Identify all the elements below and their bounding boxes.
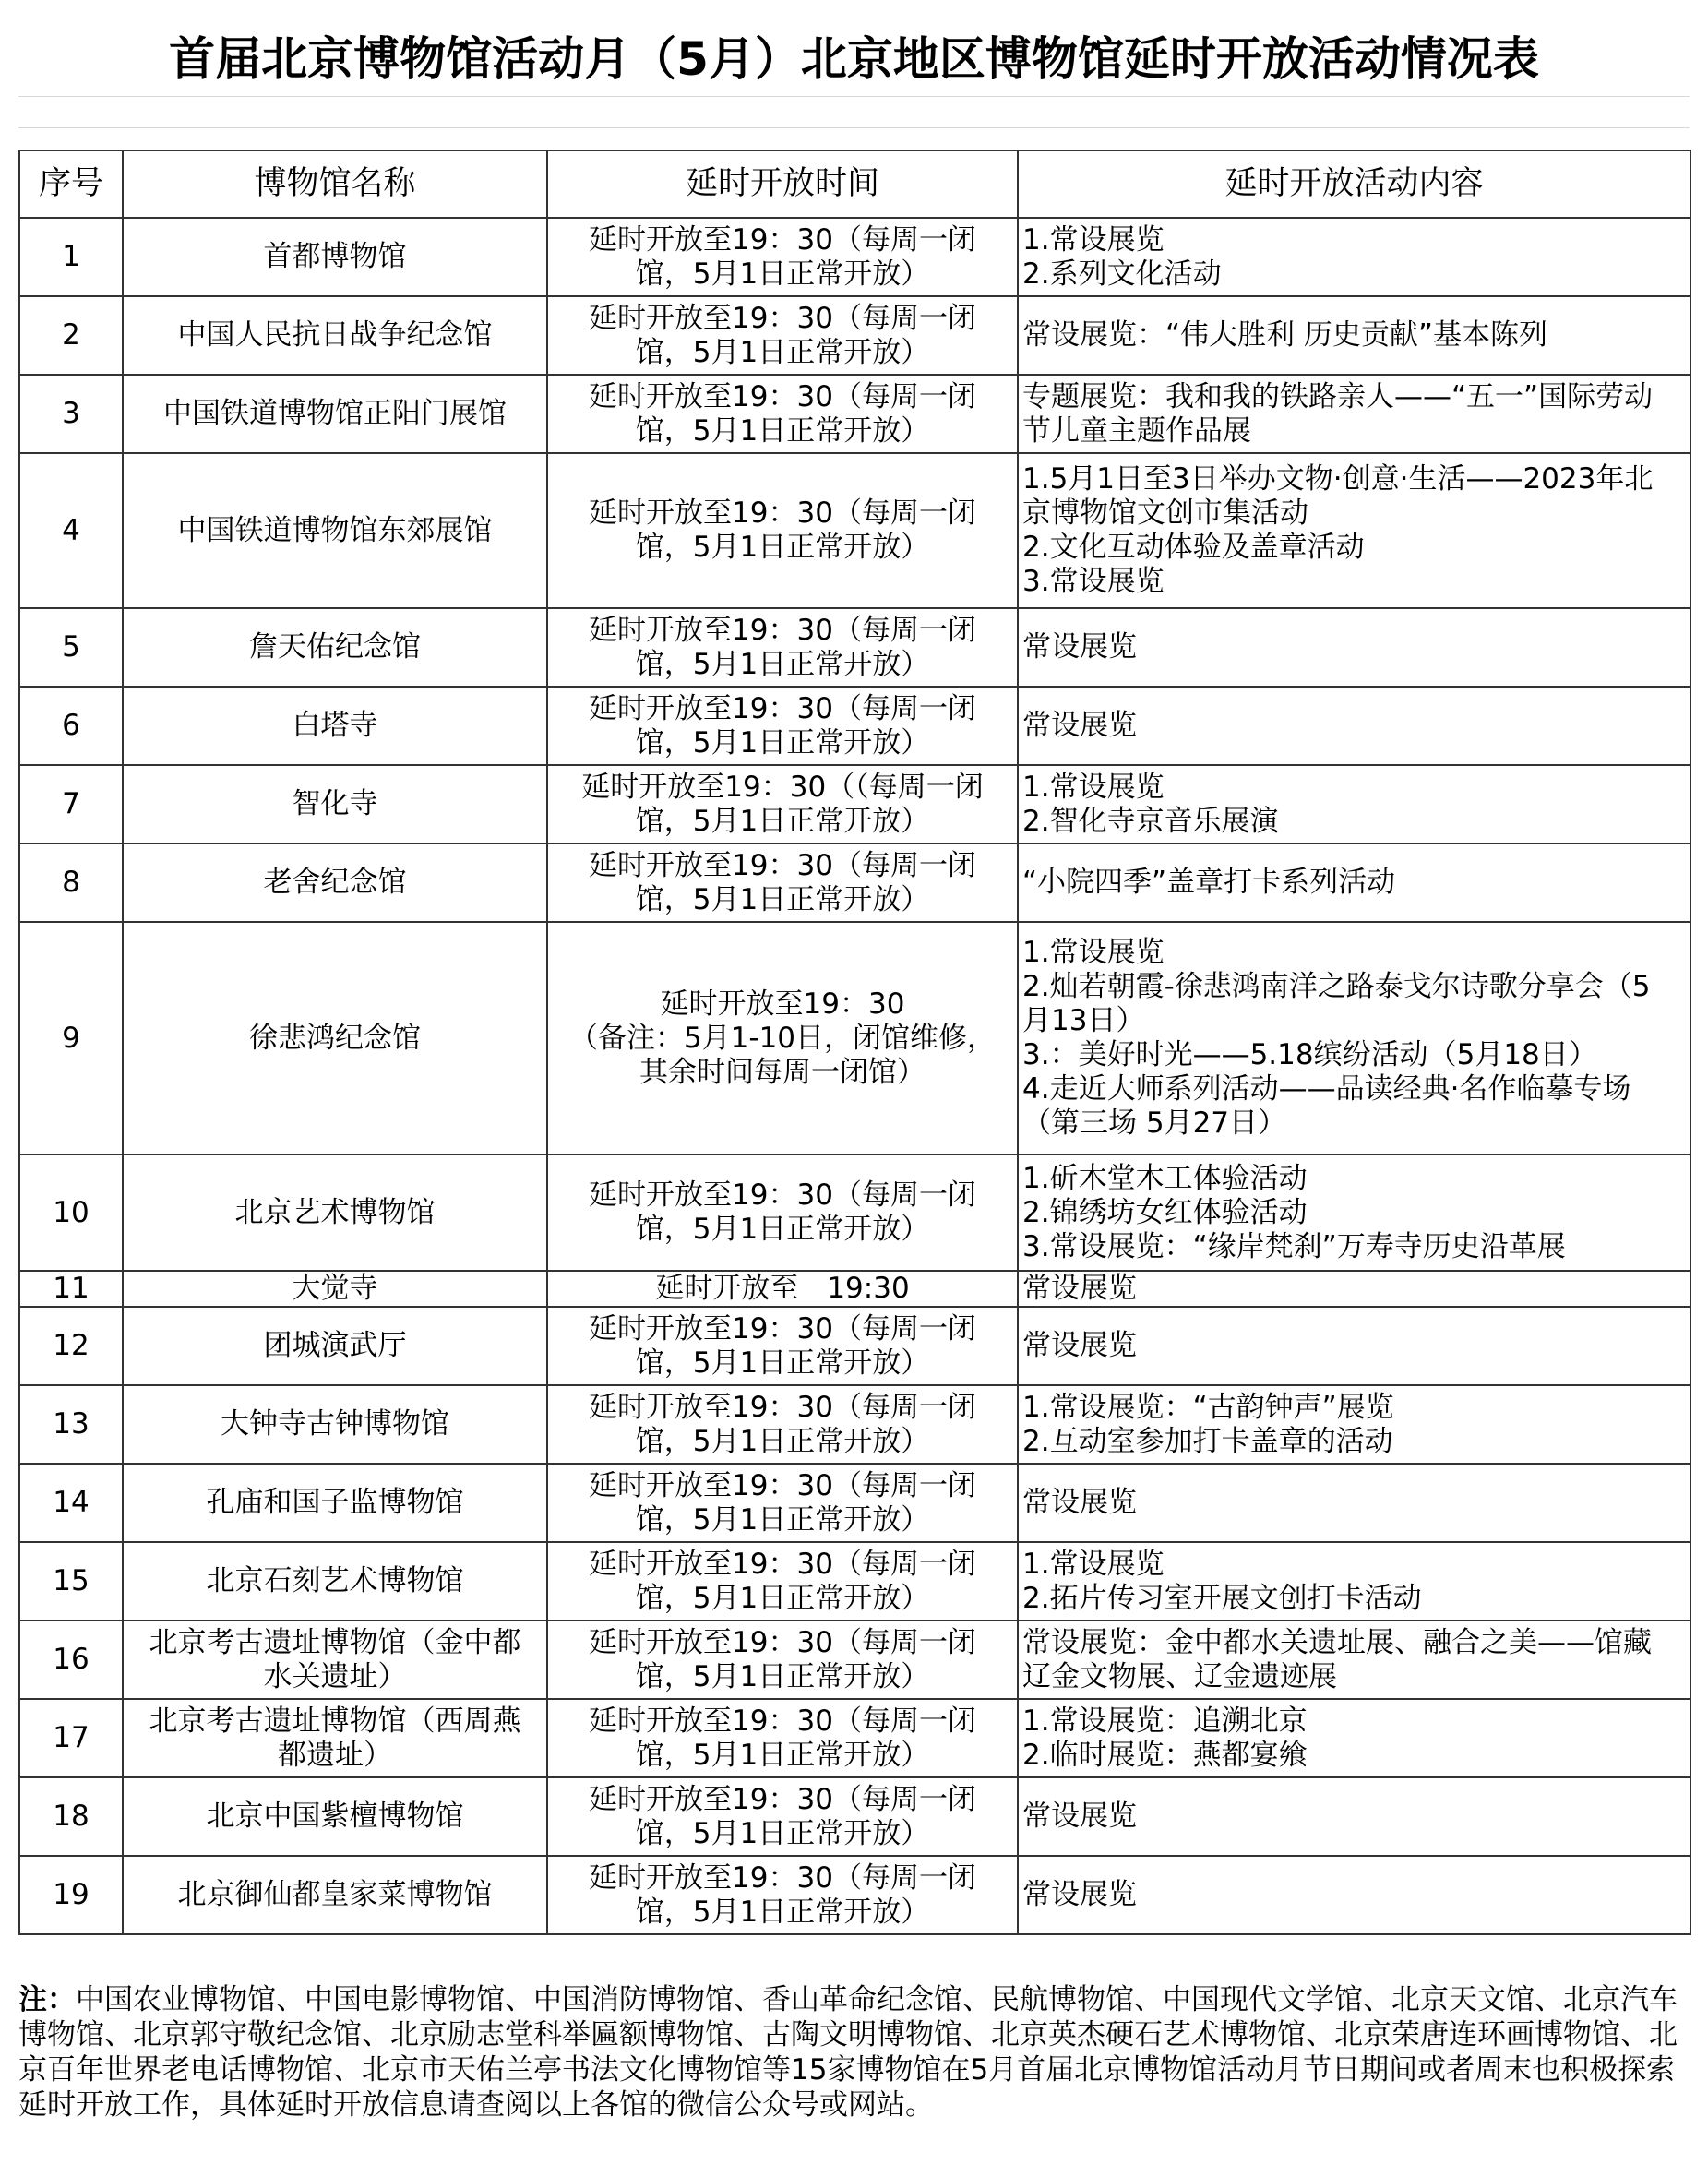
extended-time — [547, 1856, 1018, 1934]
extended-time-line: 延时开放至19：30（（每周一闭 — [581, 770, 984, 804]
activity-content — [1018, 1777, 1690, 1856]
table-row — [19, 1154, 1690, 1271]
activity-content-line: 京博物馆文创市集活动 — [1022, 496, 1308, 530]
museum-name — [123, 1621, 547, 1699]
extended-time-line: 延时开放至19：30（每周一闭 — [589, 379, 976, 413]
table-header — [19, 150, 1690, 218]
museum-name-line: 首都博物馆 — [263, 240, 407, 273]
museum-name — [123, 1271, 547, 1307]
activity-content — [1018, 843, 1690, 922]
footnote-text: 中国农业博物馆、中国电影博物馆、中国消防博物馆、香山革命纪念馆、民航博物馆、中国现代文学馆、北京天文馆、北京汽车博物馆、北京郭守敬纪念馆、北京励志堂科举匾额博物馆、古陶文明博物馆、北京英杰硬石艺术博物馆、北京荣唐连环画博物馆、北京百年世界老电话博物馆、北京市天佑兰亭书法文化博物馆等15家博物馆在5月首届北京博物馆活动月节日期间或者周末也积极探索延时开放工作，具体延时开放信息请查阅以上各馆的微信公众号或网站。 — [18, 1983, 1678, 2122]
extended-time-line: 延时开放至19：30 — [660, 987, 905, 1021]
table-row — [19, 1856, 1690, 1934]
activity-content-line: 4.走近大师系列活动——品读经典·名作临摹专场 — [1022, 1072, 1631, 1106]
activity-content — [1018, 687, 1690, 765]
activity-content — [1018, 1307, 1690, 1385]
activity-content-line: 常设展览：“伟大胜利 历史贡献”基本陈列 — [1022, 318, 1547, 352]
activity-content-line: 2.智化寺京音乐展演 — [1022, 804, 1279, 838]
header-activity-content: 延时开放活动内容 — [1018, 150, 1690, 218]
extended-time — [547, 608, 1018, 687]
extended-time — [547, 1307, 1018, 1385]
activity-content-line: 常设展览 — [1022, 1329, 1137, 1362]
museum-name-line: 中国人民抗日战争纪念馆 — [177, 318, 493, 352]
row-number: 12 — [19, 1307, 123, 1385]
header-no: 序号 — [19, 150, 123, 218]
activity-content-line: “小院四季”盖章打卡系列活动 — [1022, 866, 1396, 899]
extended-time — [547, 687, 1018, 765]
museum-name — [123, 765, 547, 843]
table-body — [19, 218, 1690, 1934]
table-row — [19, 1464, 1690, 1542]
row-number: 19 — [19, 1856, 123, 1934]
extended-time-line: 馆，5月1日正常开放） — [635, 1816, 930, 1850]
extended-time — [547, 375, 1018, 453]
activity-content-line: 常设展览 — [1022, 1878, 1137, 1911]
extended-time-line: 延时开放至19：30（每周一闭 — [589, 222, 976, 257]
extended-time — [547, 1464, 1018, 1542]
table-row — [19, 1271, 1690, 1307]
row-number: 11 — [19, 1271, 123, 1307]
museum-name — [123, 843, 547, 922]
row-number: 8 — [19, 843, 123, 922]
museum-name — [123, 1154, 547, 1271]
table-row — [19, 1307, 1690, 1385]
activity-content-line: 2.互动室参加打卡盖章的活动 — [1022, 1424, 1393, 1458]
museum-name — [123, 1385, 547, 1464]
museum-name — [123, 375, 547, 453]
extended-time-line: 馆，5月1日正常开放） — [635, 413, 930, 448]
activity-content-line: 常设展览 — [1022, 630, 1137, 664]
museum-name-line: 中国铁道博物馆东郊展馆 — [177, 513, 493, 547]
activity-content-line: 1.常设展览 — [1022, 222, 1165, 257]
activity-content-line: 1.常设展览 — [1022, 936, 1165, 969]
table-row — [19, 1777, 1690, 1856]
row-number: 16 — [19, 1621, 123, 1699]
museum-name — [123, 296, 547, 375]
museum-name-line: 北京艺术博物馆 — [234, 1195, 436, 1229]
extended-time — [547, 1385, 1018, 1464]
museum-name-line: 都遗址） — [278, 1738, 392, 1772]
activity-content — [1018, 765, 1690, 843]
extended-time-line: 延时开放至19：30（每周一闭 — [589, 848, 976, 882]
museum-name-line: 北京御仙都皇家菜博物馆 — [177, 1878, 493, 1911]
extended-time-line: （备注：5月1-10日，闭馆维修， — [568, 1021, 997, 1055]
museum-name — [123, 1464, 547, 1542]
extended-time-line: 延时开放至19：30（每周一闭 — [589, 1860, 976, 1895]
table-row — [19, 608, 1690, 687]
row-number: 2 — [19, 296, 123, 375]
activity-content — [1018, 1154, 1690, 1271]
activity-content-line: 常设展览：金中都水关遗址展、融合之美——馆藏 — [1022, 1625, 1652, 1659]
museum-name — [123, 1699, 547, 1777]
extended-time-line: 馆，5月1日正常开放） — [635, 1738, 930, 1772]
extended-time — [547, 1271, 1018, 1307]
museum-name-line: 徐悲鸿纪念馆 — [249, 1021, 421, 1055]
row-number: 7 — [19, 765, 123, 843]
activity-content-line: 3.常设展览：“缘岸梵刹”万寿寺历史沿革展 — [1022, 1229, 1566, 1263]
activity-content-line: 2.灿若朝霞-徐悲鸿南洋之路泰戈尔诗歌分享会（5 — [1022, 970, 1651, 1003]
activity-content-line: 1.常设展览：追溯北京 — [1022, 1704, 1308, 1738]
museum-name-line: 大觉寺 — [292, 1272, 378, 1305]
extended-time-line: 延时开放至19：30（每周一闭 — [589, 1468, 976, 1502]
museum-name — [123, 608, 547, 687]
activity-content-line: 2.系列文化活动 — [1022, 257, 1222, 291]
table-row — [19, 375, 1690, 453]
activity-content-line: 常设展览 — [1022, 1272, 1137, 1305]
extended-time — [547, 453, 1018, 608]
page-title: 首届北京博物馆活动月（5月）北京地区博物馆延时开放活动情况表 — [169, 32, 1539, 86]
extended-time — [547, 1154, 1018, 1271]
extended-time-line: 延时开放至19：30（每周一闭 — [589, 1704, 976, 1738]
museum-name-line: 智化寺 — [292, 787, 378, 820]
museum-name-line: 中国铁道博物馆正阳门展馆 — [163, 397, 507, 430]
table-row — [19, 1621, 1690, 1699]
activity-content-line: 2.文化互动体验及盖章活动 — [1022, 531, 1365, 564]
row-number: 3 — [19, 375, 123, 453]
title-divider-lower — [18, 127, 1690, 128]
row-number: 9 — [19, 922, 123, 1154]
museum-name-line: 老舍纪念馆 — [263, 866, 407, 899]
extended-time — [547, 1621, 1018, 1699]
row-number: 14 — [19, 1464, 123, 1542]
extended-time-line: 馆，5月1日正常开放） — [635, 1581, 930, 1615]
table-row — [19, 687, 1690, 765]
row-number: 1 — [19, 218, 123, 296]
extended-time-line: 馆，5月1日正常开放） — [635, 531, 930, 564]
extended-time — [547, 843, 1018, 922]
extended-time-line: 延时开放至19：30（每周一闭 — [589, 1178, 976, 1212]
activity-content-line: 常设展览 — [1022, 1800, 1137, 1833]
extended-time-line: 延时开放至19：30（每周一闭 — [589, 613, 976, 647]
header-extended-time: 延时开放时间 — [547, 150, 1018, 218]
extended-time-line: 馆，5月1日正常开放） — [635, 335, 930, 369]
extended-time-line: 馆，5月1日正常开放） — [635, 882, 930, 916]
activity-content-line: 1.5月1日至3日举办文物·创意·生活——2023年北 — [1022, 462, 1654, 496]
extended-time — [547, 296, 1018, 375]
extended-time-line: 馆，5月1日正常开放） — [635, 1213, 930, 1246]
activity-content-line: 3.常设展览 — [1022, 565, 1165, 598]
activity-content — [1018, 296, 1690, 375]
extended-time — [547, 1777, 1018, 1856]
activity-content — [1018, 922, 1690, 1154]
activity-content-line: 1.常设展览 — [1022, 1547, 1165, 1581]
activity-content-line: 专题展览：我和我的铁路亲人——“五一”国际劳动 — [1022, 379, 1654, 413]
table-row — [19, 1385, 1690, 1464]
museum-name-line: 大钟寺古钟博物馆 — [221, 1407, 449, 1441]
activity-content — [1018, 1271, 1690, 1307]
activity-content-line: 常设展览 — [1022, 709, 1137, 742]
extended-time-line: 延时开放至 19:30 — [655, 1272, 910, 1305]
row-number: 18 — [19, 1777, 123, 1856]
footnote-label: 注： — [18, 1983, 76, 2016]
museum-name — [123, 687, 547, 765]
extended-time-line: 馆，5月1日正常开放） — [635, 647, 930, 681]
table-row — [19, 218, 1690, 296]
museum-name — [123, 218, 547, 296]
row-number: 15 — [19, 1542, 123, 1621]
museum-name-line: 北京考古遗址博物馆（西周燕 — [149, 1704, 521, 1738]
activity-content — [1018, 608, 1690, 687]
table-row — [19, 765, 1690, 843]
museum-name — [123, 1307, 547, 1385]
museum-name-line: 水关遗址） — [263, 1659, 407, 1693]
row-number: 5 — [19, 608, 123, 687]
extended-time — [547, 765, 1018, 843]
extended-time — [547, 922, 1018, 1154]
activity-content-line: 2.锦绣坊女红体验活动 — [1022, 1195, 1308, 1229]
extended-time-line: 延时开放至19：30（每周一闭 — [589, 691, 976, 725]
row-number: 13 — [19, 1385, 123, 1464]
extended-time-line: 馆，5月1日正常开放） — [635, 725, 930, 760]
activity-content-line: 常设展览 — [1022, 1486, 1137, 1519]
extended-time-line: 延时开放至19：30（每周一闭 — [589, 1311, 976, 1346]
activity-content-line: 3.：美好时光——5.18缤纷活动（5月18日） — [1022, 1038, 1597, 1071]
extended-time-line: 延时开放至19：30（每周一闭 — [589, 496, 976, 530]
extended-time-line: 馆，5月1日正常开放） — [635, 1895, 930, 1929]
museum-name-line: 孔庙和国子监博物馆 — [206, 1486, 464, 1519]
extended-time-line: 其余时间每周一闭馆） — [639, 1055, 926, 1089]
museum-name — [123, 1542, 547, 1621]
activity-content — [1018, 375, 1690, 453]
activity-content — [1018, 1385, 1690, 1464]
table-row — [19, 922, 1690, 1154]
museum-name — [123, 1777, 547, 1856]
museum-name — [123, 922, 547, 1154]
activity-content-line: 1.斫木堂木工体验活动 — [1022, 1161, 1308, 1195]
extended-time-line: 延时开放至19：30（每周一闭 — [589, 1625, 976, 1659]
activity-content-line: 1.常设展览 — [1022, 770, 1165, 804]
extended-time-line: 馆，5月1日正常开放） — [635, 257, 930, 291]
extended-time-line: 馆，5月1日正常开放） — [635, 1659, 930, 1693]
activity-content-line: 2.临时展览：燕都宴飨 — [1022, 1738, 1308, 1772]
activity-content-line: 2.拓片传习室开展文创打卡活动 — [1022, 1581, 1422, 1615]
activity-content — [1018, 1699, 1690, 1777]
activity-content — [1018, 1464, 1690, 1542]
museum-name-line: 团城演武厅 — [263, 1329, 407, 1362]
activity-content-line: 辽金文物展、辽金遗迹展 — [1022, 1659, 1337, 1693]
activity-content — [1018, 218, 1690, 296]
title-divider — [18, 96, 1690, 97]
activity-content — [1018, 1621, 1690, 1699]
row-number: 6 — [19, 687, 123, 765]
table-row — [19, 843, 1690, 922]
extended-time-line: 馆，5月1日正常开放） — [635, 1502, 930, 1537]
activity-content — [1018, 1542, 1690, 1621]
museum-name — [123, 1856, 547, 1934]
activity-content-line: 节儿童主题作品展 — [1022, 413, 1251, 448]
extended-time-line: 延时开放至19：30（每周一闭 — [589, 1782, 976, 1816]
extended-time-line: 延时开放至19：30（每周一闭 — [589, 1390, 976, 1424]
activity-content-line: 1.常设展览：“古韵钟声”展览 — [1022, 1390, 1394, 1424]
activity-content — [1018, 453, 1690, 608]
extended-time-line: 延时开放至19：30（每周一闭 — [589, 1547, 976, 1581]
activity-content-line: （第三场 5月27日） — [1022, 1106, 1287, 1140]
activity-content-line: 月13日） — [1022, 1004, 1145, 1037]
extended-time — [547, 218, 1018, 296]
table-row — [19, 1699, 1690, 1777]
museum-table — [18, 150, 1691, 1935]
table-row — [19, 1542, 1690, 1621]
footnote — [18, 1982, 1684, 2123]
extended-time-line: 馆，5月1日正常开放） — [635, 1346, 930, 1380]
extended-time-line: 馆，5月1日正常开放） — [635, 1424, 930, 1458]
row-number: 17 — [19, 1699, 123, 1777]
museum-name — [123, 453, 547, 608]
row-number: 10 — [19, 1154, 123, 1271]
table-row — [19, 296, 1690, 375]
row-number: 4 — [19, 453, 123, 608]
extended-time — [547, 1699, 1018, 1777]
activity-content — [1018, 1856, 1690, 1934]
table-row — [19, 453, 1690, 608]
extended-time-line: 延时开放至19：30（每周一闭 — [589, 301, 976, 335]
museum-name-line: 白塔寺 — [292, 709, 378, 742]
museum-name-line: 北京石刻艺术博物馆 — [206, 1564, 464, 1597]
museum-name-line: 北京中国紫檀博物馆 — [206, 1800, 464, 1833]
header-museum-name: 博物馆名称 — [123, 150, 547, 218]
museum-name-line: 詹天佑纪念馆 — [249, 630, 421, 664]
museum-name-line: 北京考古遗址博物馆（金中都 — [149, 1625, 521, 1659]
extended-time — [547, 1542, 1018, 1621]
extended-time-line: 馆，5月1日正常开放） — [635, 804, 930, 838]
